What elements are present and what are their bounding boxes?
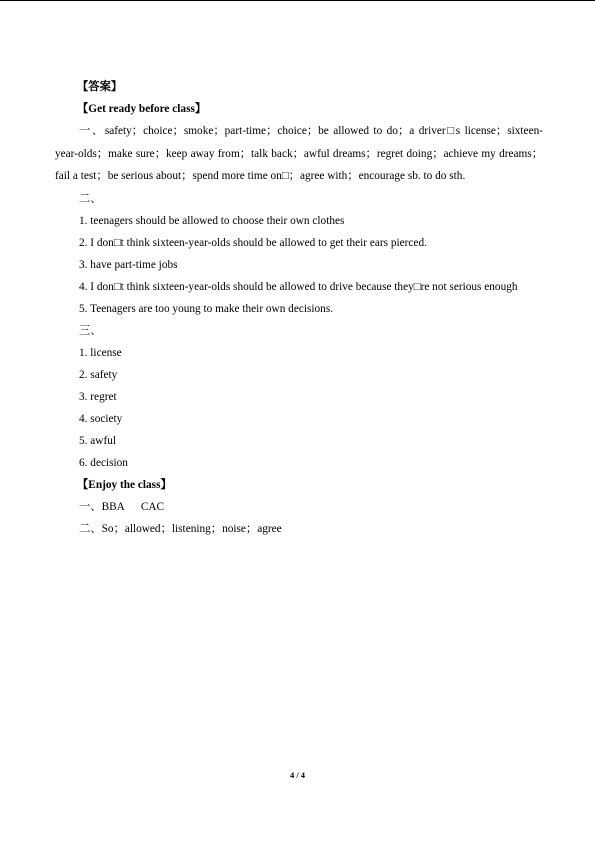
part2-item: 5. Teenagers are too young to make their own decisions.: [79, 302, 334, 315]
part3-label: 三、: [79, 324, 102, 337]
top-border-line: [0, 0, 595, 1]
section-heading-enjoy-class: 【Enjoy the class】: [77, 478, 172, 491]
part3-item: 3. regret: [79, 390, 117, 403]
page-number: 4 / 4: [289, 770, 306, 780]
answer-content: [55, 76, 543, 540]
part3-item: 2. safety: [79, 368, 118, 381]
part3-item: 5. awful: [79, 434, 117, 447]
part2-label: 二、: [79, 192, 102, 205]
part2-item: 1. teenagers should be allowed to choose their own clothes: [79, 214, 345, 227]
part2-item: 4. I don□t think sixteen-year-olds should be allowed to drive because they□re not serious enough: [79, 280, 518, 293]
enjoy-part1-extra: CAC: [140, 500, 165, 513]
enjoy-part2-answers: 二、So；allowed；listening；noise；agree: [79, 522, 282, 535]
answer-heading: 【答案】: [77, 81, 123, 93]
part3-item: 1. license: [79, 346, 122, 359]
enjoy-part1-answers: [55, 496, 543, 518]
part3-item: 4. society: [79, 412, 123, 425]
section-heading-get-ready: 【Get ready before class】: [77, 103, 207, 115]
enjoy-part1-label: 一、BBA: [79, 500, 125, 513]
part3-item: 6. decision: [79, 456, 128, 469]
part2-item: 3. have part-time jobs: [79, 258, 178, 271]
part1-answers: 一、safety；choice；smoke；part-time；choice；be allowed to do；a driver□s license；sixteen-year-olds；make sure；keep away from；talk back；awful dreams；regret doing；achieve my dreams；fail a test；be serious about；spend more time on□；agree with；encourage sb. to do sth.: [55, 125, 543, 182]
part2-item: 2. I don□t think sixteen-year-olds should be allowed to get their ears pierced.: [79, 236, 427, 249]
